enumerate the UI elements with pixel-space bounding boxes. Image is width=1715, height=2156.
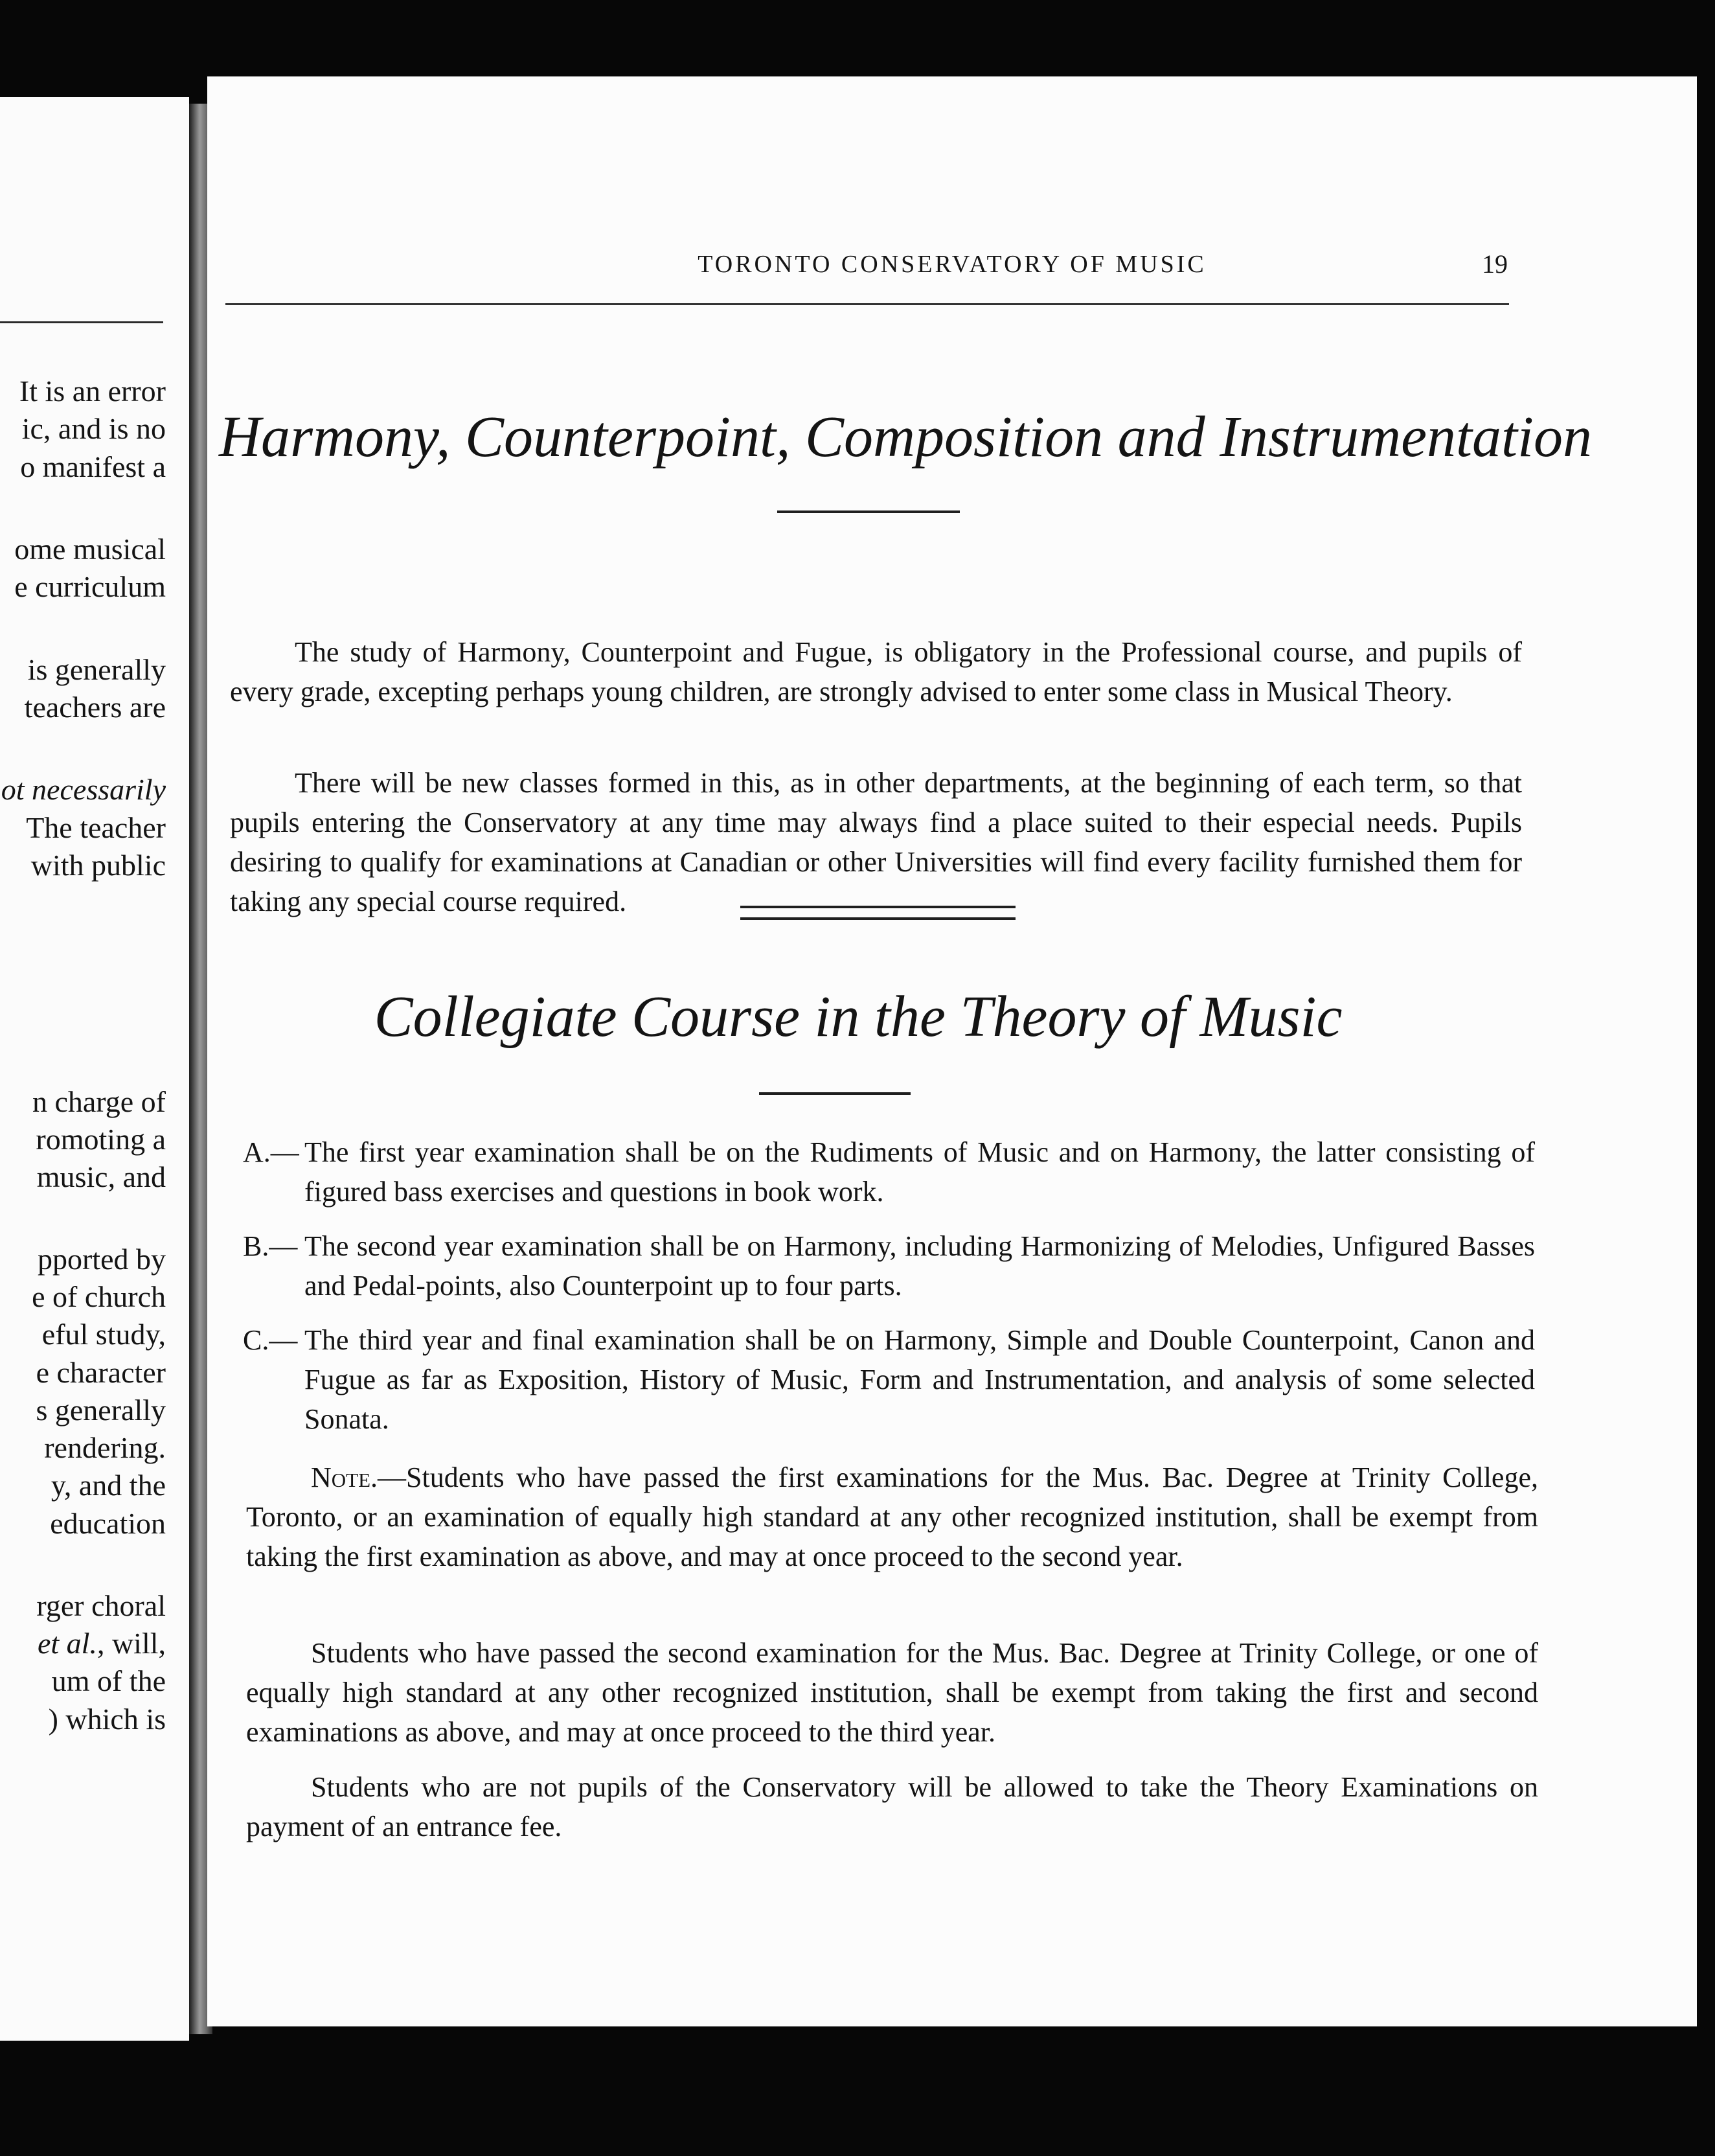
- left-page-line: pported by: [37, 1243, 166, 1276]
- left-page-line: teachers are: [24, 691, 166, 724]
- title-underline: [759, 1092, 911, 1095]
- left-page-line: romoting a: [36, 1123, 166, 1156]
- paragraph: There will be new classes formed in this, as in other departments, at the beginning of each term, so that pupils entering the Conservatory at any time may always find a place suited to their especial needs. Pupils desiring to qualify for examinations at Canadian or other Universities will find every facility furnished them for taking any special course required.: [230, 767, 1522, 917]
- title-underline: [777, 510, 960, 513]
- left-page-line: y, and the: [51, 1469, 166, 1502]
- left-page-fragment: [0, 97, 189, 2041]
- left-page-line: music, and: [36, 1160, 166, 1193]
- note-paragraph: Note.—Students who have passed the first examinations for the Mus. Bac. Degree at Trinity College, Toronto, or an examination of equally high standard at any other recognized institution, shall be exempt from taking the first examination as above, and may at once proceed to the second year.: [246, 1462, 1538, 1572]
- left-page-line: e curriculum: [14, 570, 166, 603]
- left-page-line: n charge of: [32, 1085, 166, 1118]
- left-page-line: The teacher: [26, 811, 166, 844]
- left-page-line: education: [50, 1507, 166, 1540]
- right-page: [207, 76, 1697, 2026]
- left-page-line: ome musical: [14, 533, 166, 566]
- left-page-line: e character: [36, 1356, 166, 1389]
- section-title-collegiate: Collegiate Course in the Theory of Music: [374, 985, 1343, 1049]
- left-page-line: is generally: [27, 653, 166, 686]
- running-head: TORONTO CONSERVATORY OF MUSIC: [698, 251, 1207, 278]
- left-page-line: s generally: [36, 1393, 166, 1427]
- header-rule: [225, 303, 1509, 305]
- paragraph: The study of Harmony, Counterpoint and Fugue, is obligatory in the Professional course, and pupils of every grade, excepting perhaps young children, are strongly advised to enter some class in Musical Theory.: [230, 636, 1522, 707]
- list-item: The second year examination shall be on Harmony, including Harmonizing of Melodies, Unfigured Basses and Pedal-points, also Counterpoint up to four parts.: [304, 1230, 1535, 1302]
- left-page-line: with public: [30, 849, 166, 882]
- left-page-line: et al., will,: [37, 1627, 166, 1660]
- item-label: A.—: [243, 1136, 299, 1168]
- left-page-rule: [0, 321, 163, 323]
- list-item: The first year examination shall be on the Rudiments of Music and on Harmony, the latter consisting of figured bass exercises and questions in book work.: [304, 1136, 1535, 1208]
- item-label: B.—: [243, 1230, 298, 1262]
- page-number: 19: [1482, 249, 1508, 279]
- left-page-line: eful study,: [41, 1318, 166, 1351]
- section-divider: [740, 906, 1016, 920]
- left-page-line: e of church: [32, 1280, 166, 1313]
- paragraph: Students who are not pupils of the Conservatory will be allowed to take the Theory Examinations on payment of an entrance fee.: [246, 1771, 1538, 1842]
- left-page-line: um of the: [51, 1664, 166, 1697]
- left-page-line: It is an error: [19, 374, 166, 407]
- list-item: The third year and final examination shall be on Harmony, Simple and Double Counterpoint, Canon and Fugue as far as Exposition, History of Music, Form and Instrumentation, and analysis of some selected Sonata.: [304, 1324, 1535, 1435]
- left-page-line: ic, and is no: [21, 412, 166, 445]
- left-page-line: ) which is: [48, 1703, 166, 1736]
- section-title-harmony: Harmony, Counterpoint, Composition and Instrumentation: [219, 405, 1593, 469]
- left-page-line: rendering.: [44, 1431, 166, 1464]
- note-label: Note.—: [311, 1462, 407, 1493]
- left-page-line: ot necessarily: [1, 773, 166, 806]
- item-label: C.—: [243, 1324, 298, 1356]
- left-page-line: o manifest a: [20, 450, 166, 483]
- paragraph: Students who have passed the second examination for the Mus. Bac. Degree at Trinity College, or one of equally high standard at any other recognized institution, shall be exempt from taking the first and second examinations as above, and may at once proceed to the third year.: [246, 1637, 1538, 1748]
- left-page-line: rger choral: [36, 1589, 166, 1622]
